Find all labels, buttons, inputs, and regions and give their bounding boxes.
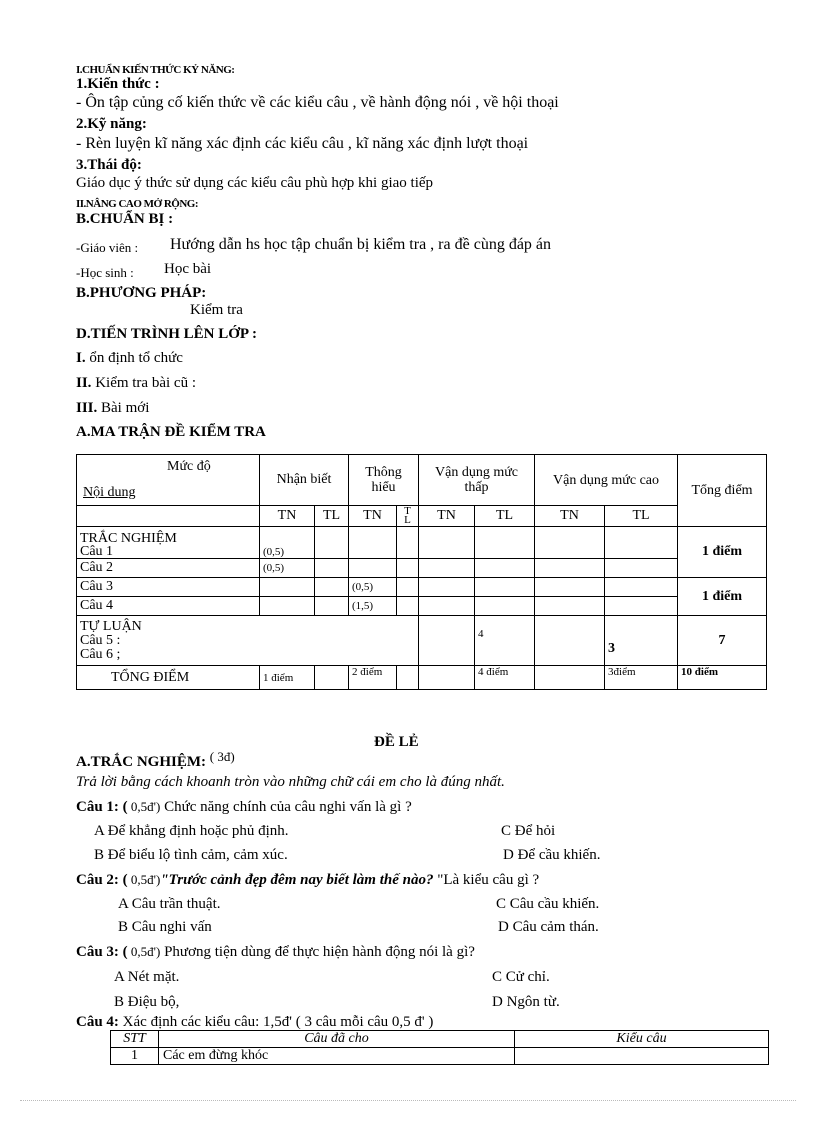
matrix-title: A.MA TRẬN ĐỀ KIỂM TRA	[76, 424, 266, 440]
page-break-divider	[20, 1100, 796, 1101]
matrix-row-q1	[77, 527, 767, 559]
cell-value: (0,5)	[260, 527, 315, 559]
teacher-text: Hướng dẫn hs học tập chuẩn bị kiểm tra , ra đề cùng đáp án	[170, 236, 552, 253]
row-label: Câu 2	[77, 559, 260, 578]
matrix-row-q2	[77, 559, 767, 578]
subheader-tl: TL	[475, 506, 535, 527]
question-1: Câu 1: ( 0,5đ') Chức năng chính của câu nghi vấn là gì ?	[76, 799, 412, 815]
skill-title: 2.Kỹ năng:	[76, 116, 147, 132]
attitude-title: 3.Thái độ:	[76, 157, 142, 173]
question-2: Câu 2: ( 0,5đ')"Trước cảnh đẹp đêm nay biết làm thế nào? "Là kiểu câu gì ?	[76, 872, 540, 888]
matrix-row-q3	[77, 578, 767, 597]
subheader-tl: TL	[605, 506, 678, 527]
header-content-cell	[77, 455, 260, 506]
q1-option-b[interactable]: B Để biểu lộ tình cảm, cảm xúc.	[94, 847, 288, 863]
step-1: I. ổn định tổ chức	[76, 350, 183, 366]
attitude-text: Giáo dục ý thức sử dụng các kiểu câu phù hợp khi giao tiếp	[76, 175, 434, 191]
teacher-label: -Giáo viên :	[76, 240, 139, 255]
matrix-row-essay	[77, 616, 767, 666]
step-3: III. Bài mới	[76, 400, 150, 416]
cell-value: 10 điểm	[678, 666, 767, 690]
matrix-subheader-row	[77, 506, 767, 527]
matrix-row-sum	[77, 666, 767, 690]
header-apply-low: Vận dụng mức thấp	[419, 455, 535, 506]
cell-value: 1 điểm	[260, 666, 315, 690]
prep-title: B.CHUẨN BỊ :	[76, 211, 174, 227]
section-2-title: II.NÂNG CAO MỞ RỘNG:	[76, 198, 198, 210]
header-stt: STT	[111, 1031, 159, 1048]
q3-option-a[interactable]: A Nét mặt.	[114, 969, 180, 985]
header-total: Tổng điểm	[678, 455, 767, 527]
cell-value: 3điểm	[605, 666, 678, 690]
subheader-tn: TN	[349, 506, 397, 527]
method-text: Kiểm tra	[190, 302, 243, 318]
process-title: D.TIẾN TRÌNH LÊN LỚP :	[76, 326, 258, 342]
q1-option-c[interactable]: C Để hỏi	[501, 823, 556, 839]
cell-value: 4 điểm	[475, 666, 535, 690]
row-label: Câu 4	[77, 597, 260, 616]
cell-value: 4	[475, 616, 535, 666]
row-label: TRẮC NGHIỆM Câu 1	[77, 527, 260, 559]
cell-value: 2 điểm	[349, 666, 397, 690]
q2-option-c[interactable]: C Câu cầu khiến.	[496, 896, 600, 912]
header-sentence: Câu đã cho	[159, 1031, 515, 1048]
header-type: Kiểu câu	[515, 1031, 769, 1048]
sentence-type-table	[110, 1030, 769, 1065]
subheader-tn: TN	[535, 506, 605, 527]
q1-option-a[interactable]: A Để khẳng định hoặc phủ định.	[94, 823, 289, 839]
matrix-header-row	[77, 455, 767, 506]
q2-option-a[interactable]: A Câu trần thuật.	[118, 896, 221, 912]
subheader-tn: TN	[260, 506, 315, 527]
cell-value: (1,5)	[349, 597, 397, 616]
q3-option-d[interactable]: D Ngôn từ.	[492, 994, 560, 1010]
cell-value: (0,5)	[349, 578, 397, 597]
row-sentence: Các em đừng khóc	[159, 1048, 515, 1065]
method-title: B.PHƯƠNG PHÁP:	[76, 285, 207, 301]
row-total: 1 điểm	[678, 578, 767, 616]
row-label: TỔNG ĐIỂM	[77, 666, 260, 690]
part-a-heading: A.TRẮC NGHIỆM: ( 3đ)	[76, 749, 235, 770]
q2-option-d[interactable]: D Câu cảm thán.	[498, 919, 599, 935]
skill-text: - Rèn luyện kĩ năng xác định các kiểu câu , kĩ năng xác định lượt thoại	[76, 135, 529, 152]
row-number: 1	[111, 1048, 159, 1065]
exam-title: ĐỀ LẺ	[374, 734, 419, 750]
knowledge-text: - Ôn tập củng cố kiến thức về các kiểu câu , về hành động nói , về hội thoại	[76, 94, 559, 111]
q2-option-b[interactable]: B Câu nghi vấn	[118, 919, 212, 935]
sentence-table-header	[111, 1031, 769, 1048]
row-label: Câu 3	[77, 578, 260, 597]
subheader-empty	[77, 506, 260, 527]
step-2: II. Kiểm tra bài cũ :	[76, 375, 196, 391]
question-3: Câu 3: ( 0,5đ') Phương tiện dùng để thực hiện hành động nói là gì?	[76, 944, 475, 960]
header-recognize: Nhận biết	[260, 455, 349, 506]
subheader-tl: TL	[315, 506, 349, 527]
row-label: TỰ LUẬN Câu 5 : Câu 6 ;	[77, 616, 419, 666]
q3-option-b[interactable]: B Điệu bộ,	[114, 994, 180, 1010]
row-type-answer[interactable]	[515, 1048, 769, 1065]
q3-option-c[interactable]: C Cử chỉ.	[492, 969, 550, 985]
table-row	[111, 1048, 769, 1065]
exam-matrix-table	[76, 454, 767, 690]
header-level: Mức độ	[167, 459, 211, 474]
knowledge-title: 1.Kiến thức :	[76, 76, 160, 92]
subheader-tl-narrow: T L	[397, 506, 419, 527]
instruction: Trả lời bằng cách khoanh tròn vào những chữ cái em cho là đúng nhất.	[76, 774, 505, 790]
row-total: 1 điểm	[678, 527, 767, 578]
row-total: 7	[678, 616, 767, 666]
section-1-title: I.CHUẨN KIẾN THỨC KỶ NĂNG:	[76, 64, 235, 76]
cell-value: (0,5)	[260, 559, 315, 578]
header-understand: Thông hiểu	[349, 455, 419, 506]
student-text: Học bài	[164, 261, 212, 277]
header-apply-high: Vận dụng mức cao	[535, 455, 678, 506]
q1-option-d[interactable]: D Để cầu khiến.	[503, 847, 601, 863]
student-label: -Học sinh :	[76, 265, 134, 280]
matrix-row-q4	[77, 597, 767, 616]
header-content: Nội dung	[83, 485, 136, 500]
cell-value: 3	[605, 616, 678, 666]
subheader-tn: TN	[419, 506, 475, 527]
question-4: Câu 4: Xác định các kiểu câu: 1,5đ' ( 3 câu mỗi câu 0,5 đ' )	[76, 1014, 434, 1030]
